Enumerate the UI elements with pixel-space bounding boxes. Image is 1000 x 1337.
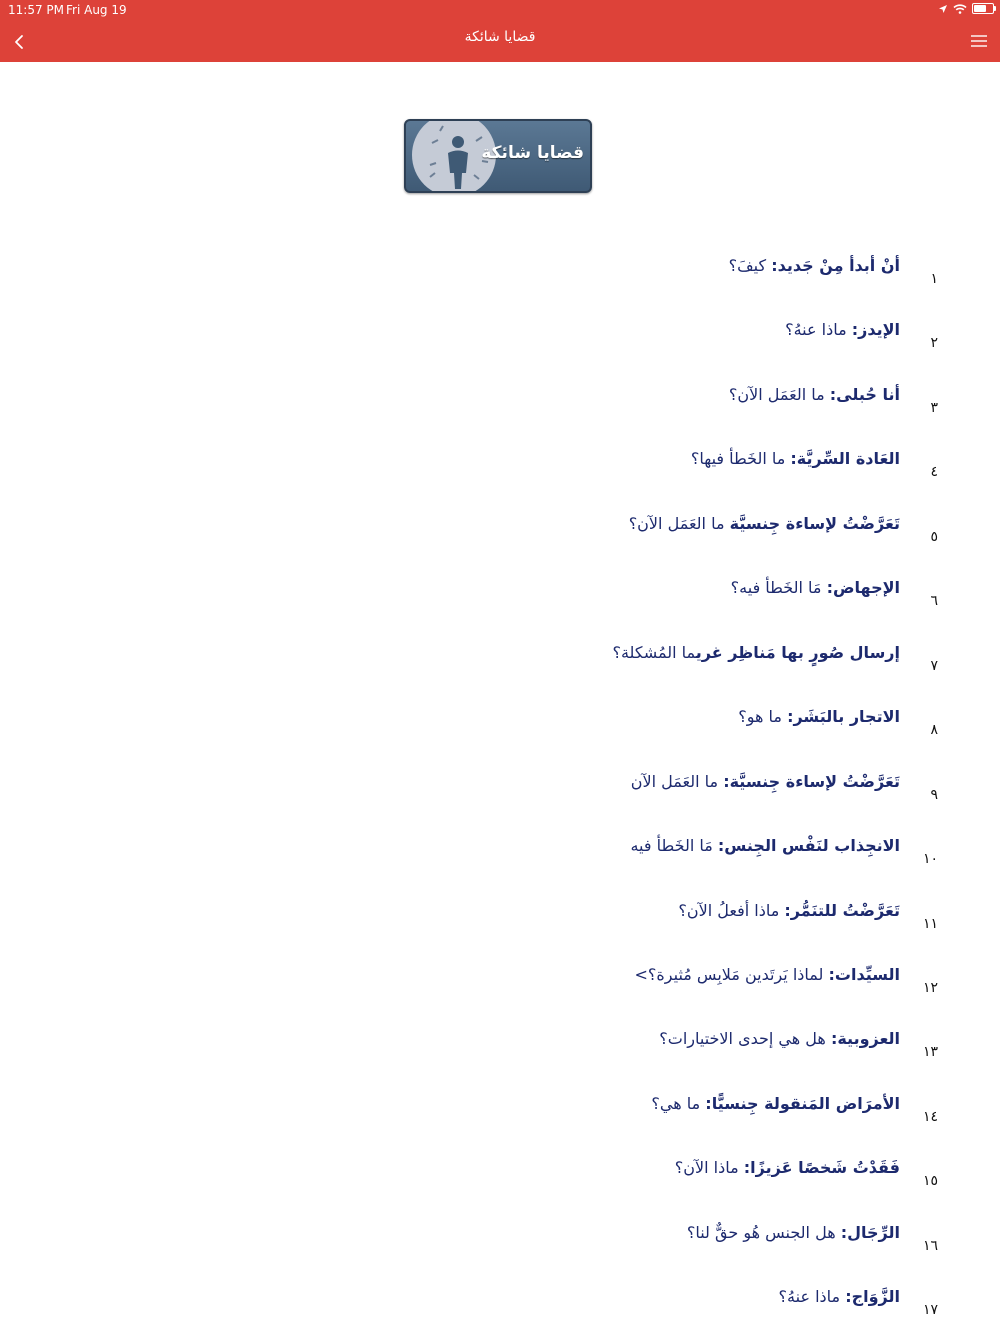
topic-number: ١٤ (922, 1109, 938, 1125)
list-item[interactable] (600, 707, 960, 757)
topic-title-bold: تَعَرَّضْتُ للتنَمُّر: (784, 901, 900, 920)
topic-title-bold: فَقَدْتُ شَخصًا عَزيزًا: (743, 1158, 900, 1177)
topic-title-rest: كيفَ؟ (728, 256, 772, 275)
topic-number: ٩ (930, 787, 938, 803)
topic-title (729, 256, 900, 275)
topic-number: ٨ (930, 722, 938, 738)
topic-title (738, 707, 900, 726)
list-item[interactable] (600, 836, 960, 886)
topic-title-bold: أنا حُبلى: (829, 385, 900, 404)
topic-title-rest: ما العَمَل الآن (630, 772, 724, 791)
list-item[interactable] (600, 1287, 960, 1337)
topic-title (631, 772, 900, 791)
topic-title-rest: هل هي إحدى الاختيارات؟ (659, 1029, 831, 1048)
topic-title-bold: العَادة السِّريَّة: (790, 449, 900, 468)
topic-number: ١١ (922, 916, 938, 932)
topic-number: ٦ (930, 593, 938, 609)
topic-title-rest: ما الخَطأ فيها؟ (690, 449, 791, 468)
topic-number: ٢ (930, 335, 938, 351)
topic-title (785, 320, 900, 339)
list-item[interactable] (600, 578, 960, 628)
topic-title (691, 449, 900, 468)
topic-title-bold: تَعَرَّضْتُ لإساءة جِنسيَّة (729, 514, 900, 533)
logo-text: قضايا شائكة (481, 143, 584, 163)
topic-title-rest: لماذا يَرتَدين مَلابِس مُثيرة؟> (634, 965, 829, 984)
list-item[interactable] (600, 772, 960, 822)
topic-title-bold: إرسال صُورٍ بها مَناظِر غري (695, 643, 900, 662)
topic-title (651, 1094, 900, 1113)
topic-title-rest: مَا الخَطأ فيه؟ (730, 578, 827, 597)
topic-title-rest: ما المُشكلة؟ (612, 643, 696, 662)
topic-title-rest: ما العَمَل الآن؟ (728, 385, 830, 404)
topic-number: ٥ (930, 529, 938, 545)
list-item[interactable] (600, 1223, 960, 1273)
topic-number: ٧ (930, 658, 938, 674)
status-time: 11:57 PM (8, 3, 64, 17)
topic-title-bold: السيِّدات: (828, 965, 900, 984)
topic-title-bold: أنْ أبدأ مِنْ جَديد: (771, 256, 900, 275)
topic-title (659, 1029, 900, 1048)
topic-title-bold: الزَّوَاج: (845, 1287, 900, 1306)
topic-title-rest: هل الجنس هُو حقٌّ لنا؟ (686, 1223, 841, 1242)
topic-number: ٣ (930, 400, 938, 416)
topic-number: ١ (930, 271, 938, 287)
topic-title-bold: الإجهاض: (826, 578, 900, 597)
list-item[interactable] (600, 449, 960, 499)
list-item[interactable] (600, 901, 960, 951)
list-item[interactable] (600, 256, 960, 306)
topic-number: ٤ (930, 464, 938, 480)
topic-title-rest: ماذا أفعلُ الآن؟ (678, 901, 785, 920)
topic-number: ١٧ (922, 1302, 938, 1318)
topic-number: ١٦ (922, 1238, 938, 1254)
topic-title (729, 385, 900, 404)
topic-title (612, 643, 900, 662)
list-item[interactable] (600, 1094, 960, 1144)
topic-number: ١٠ (922, 851, 938, 867)
topic-title (678, 901, 900, 920)
topic-title-bold: الرِّجَال: (840, 1223, 900, 1242)
status-date: Fri Aug 19 (66, 3, 127, 17)
topic-title-rest: ماذا عنهُ؟ (778, 1287, 846, 1306)
topic-title-rest: ما العَمَل الآن؟ (628, 514, 730, 533)
topic-title (629, 514, 900, 533)
topic-title-rest: مَا الخَطأ فيه (630, 836, 718, 855)
topic-title-rest: ما هي؟ (651, 1094, 706, 1113)
topic-title-rest: ماذا الآن؟ (674, 1158, 744, 1177)
topic-number: ١٣ (922, 1044, 938, 1060)
topic-title-bold: الأمرَاض المَنقولة جِنسيًّا: (705, 1094, 900, 1113)
topic-number: ١٢ (922, 980, 938, 996)
topic-title-bold: الانجِذاب لنَفْس الجِنس: (717, 836, 900, 855)
topic-title (630, 836, 900, 855)
topic-title (731, 578, 900, 597)
list-item[interactable] (600, 965, 960, 1015)
topic-title-bold: الإيدز: (851, 320, 900, 339)
list-item[interactable] (600, 514, 960, 564)
topic-title (675, 1158, 900, 1177)
topic-title (779, 1287, 900, 1306)
list-item[interactable] (600, 1158, 960, 1208)
topic-title-bold: الاتجار بالبَشَر: (787, 707, 900, 726)
list-item[interactable] (600, 643, 960, 693)
page-title: قضايا شائكة (464, 29, 536, 45)
topic-title-bold: تَعَرَّضْتُ لإساءة جِنسيَّة: (723, 772, 900, 791)
list-item[interactable] (600, 385, 960, 435)
topic-title-rest: ماذا عنهُ؟ (785, 320, 852, 339)
list-item[interactable] (600, 1029, 960, 1079)
topic-title (635, 965, 901, 984)
topic-title-bold: العزوبية: (830, 1029, 900, 1048)
topic-title (687, 1223, 900, 1242)
topic-number: ١٥ (922, 1173, 938, 1189)
topic-title-rest: ما هو؟ (738, 707, 788, 726)
list-item[interactable] (600, 320, 960, 370)
